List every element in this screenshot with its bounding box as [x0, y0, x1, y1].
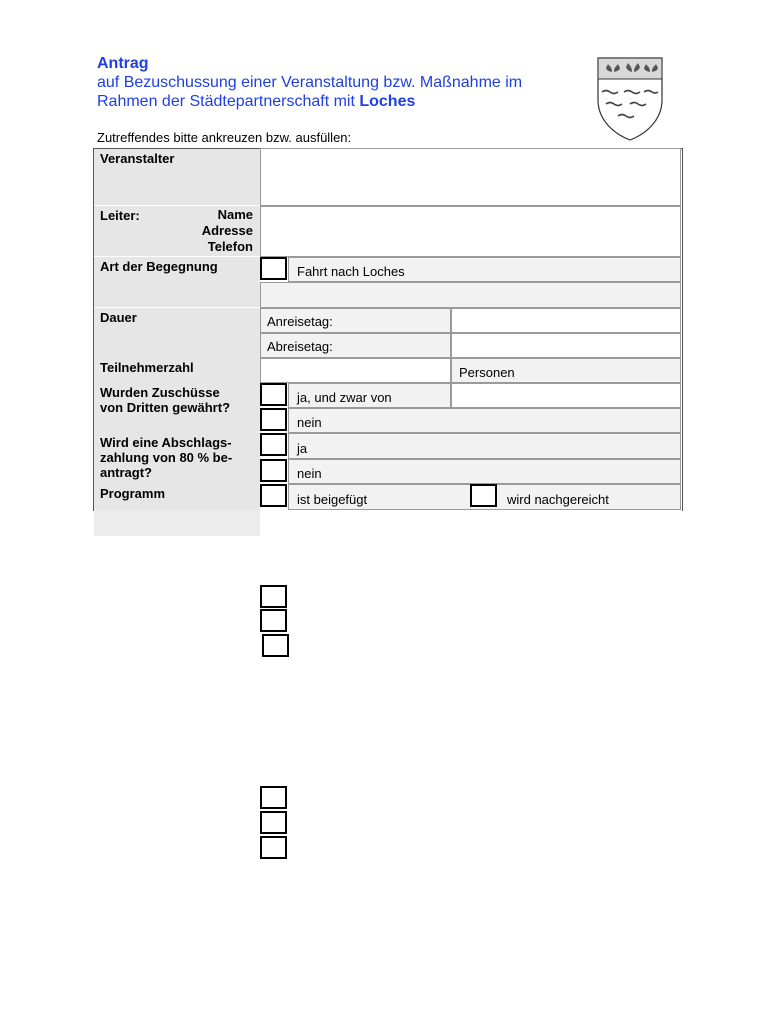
option-abschlag-ja: ja [297, 441, 308, 456]
form-title: Antrag [97, 55, 149, 72]
label-zuschuesse-line-2: von Dritten gewährt? [100, 400, 231, 415]
option-abschlag-nein: nein [297, 466, 322, 481]
art-other-field[interactable] [260, 282, 681, 308]
label-programm [94, 484, 260, 510]
label-abschlag-line-2: zahlung von 80 % be- [100, 450, 233, 465]
zuschuesse-no-row [288, 408, 681, 433]
anreisetag-field[interactable] [451, 308, 681, 333]
label-abreisetag: Abreisetag: [267, 339, 333, 354]
stray-checkbox-3[interactable] [262, 634, 289, 657]
checkbox-programm-beigefuegt[interactable] [260, 484, 287, 507]
label-anreisetag: Anreisetag: [267, 314, 333, 329]
option-programm-nachgereicht: wird nachgereicht [507, 492, 609, 507]
stray-checkbox-2[interactable] [260, 609, 287, 632]
label-dauer [94, 308, 260, 358]
option-programm-beigefuegt: ist beigefügt [297, 492, 368, 507]
stray-checkbox-4[interactable] [260, 786, 287, 809]
label-personen: Personen [459, 365, 515, 380]
abschlag-yes-row [288, 433, 681, 459]
label-dauer-text: Dauer [100, 310, 137, 325]
label-zuschuesse [94, 383, 260, 433]
option-zuschuesse-ja: ja, und zwar von [297, 390, 392, 405]
teilnehmerzahl-field[interactable] [260, 358, 451, 383]
checkbox-programm-nachgereicht[interactable] [470, 484, 497, 507]
veranstalter-field[interactable] [260, 148, 681, 206]
label-programm-text: Programm [100, 486, 166, 501]
stray-checkbox-6[interactable] [260, 836, 287, 859]
checkbox-abschlag-ja[interactable] [260, 433, 287, 456]
label-zuschuesse-line-1: Wurden Zuschüsse [100, 385, 220, 400]
form-subtitle-line-1: auf Bezuschussung einer Veranstaltung bzw. Maßnahme im [97, 74, 523, 91]
label-abschlag-line-1: Wird eine Abschlags- [100, 435, 232, 450]
label-leiter [94, 206, 260, 256]
label-veranstalter-text: Veranstalter [100, 151, 175, 166]
option-zuschuesse-nein: nein [297, 415, 322, 430]
abschlag-no-row [288, 459, 681, 484]
label-teilnehmerzahl [94, 358, 260, 383]
coat-of-arms-icon [594, 56, 666, 142]
checkbox-zuschuesse-nein[interactable] [260, 408, 287, 431]
abreisetag-field[interactable] [451, 333, 681, 358]
instruction-text: Zutreffendes bitte ankreuzen bzw. ausfüllen: [97, 130, 352, 145]
subtitle-city: Loches [359, 93, 416, 110]
label-name: Name [217, 207, 253, 222]
leiter-sublabels [202, 207, 253, 255]
form-subtitle-line-2 [97, 92, 522, 111]
label-leiter-text: Leiter: [100, 208, 140, 223]
label-adresse: Adresse [201, 223, 253, 238]
programm-label-extension [94, 510, 260, 536]
label-teilnehmer-text: Teilnehmerzahl [100, 360, 194, 375]
label-veranstalter [94, 149, 260, 205]
leiter-field[interactable] [260, 206, 681, 257]
checkbox-zuschuesse-ja[interactable] [260, 383, 287, 406]
label-abschlagszahlung [94, 433, 260, 484]
label-telefon: Telefon [207, 239, 253, 254]
stray-checkbox-1[interactable] [260, 585, 287, 608]
option-fahrt-nach-loches: Fahrt nach Loches [297, 264, 405, 279]
zuschuesse-from-field[interactable] [451, 383, 681, 408]
subtitle-prefix: Rahmen der Städtepartnerschaft mit [97, 93, 360, 110]
label-art-der-begegnung [94, 257, 260, 307]
label-art-text: Art der Begegnung [100, 259, 218, 274]
stray-checkbox-5[interactable] [260, 811, 287, 834]
label-abschlag-line-3: antragt? [100, 465, 152, 480]
checkbox-abschlag-nein[interactable] [260, 459, 287, 482]
form-title-block [97, 54, 522, 111]
checkbox-fahrt-nach-loches[interactable] [260, 257, 287, 280]
